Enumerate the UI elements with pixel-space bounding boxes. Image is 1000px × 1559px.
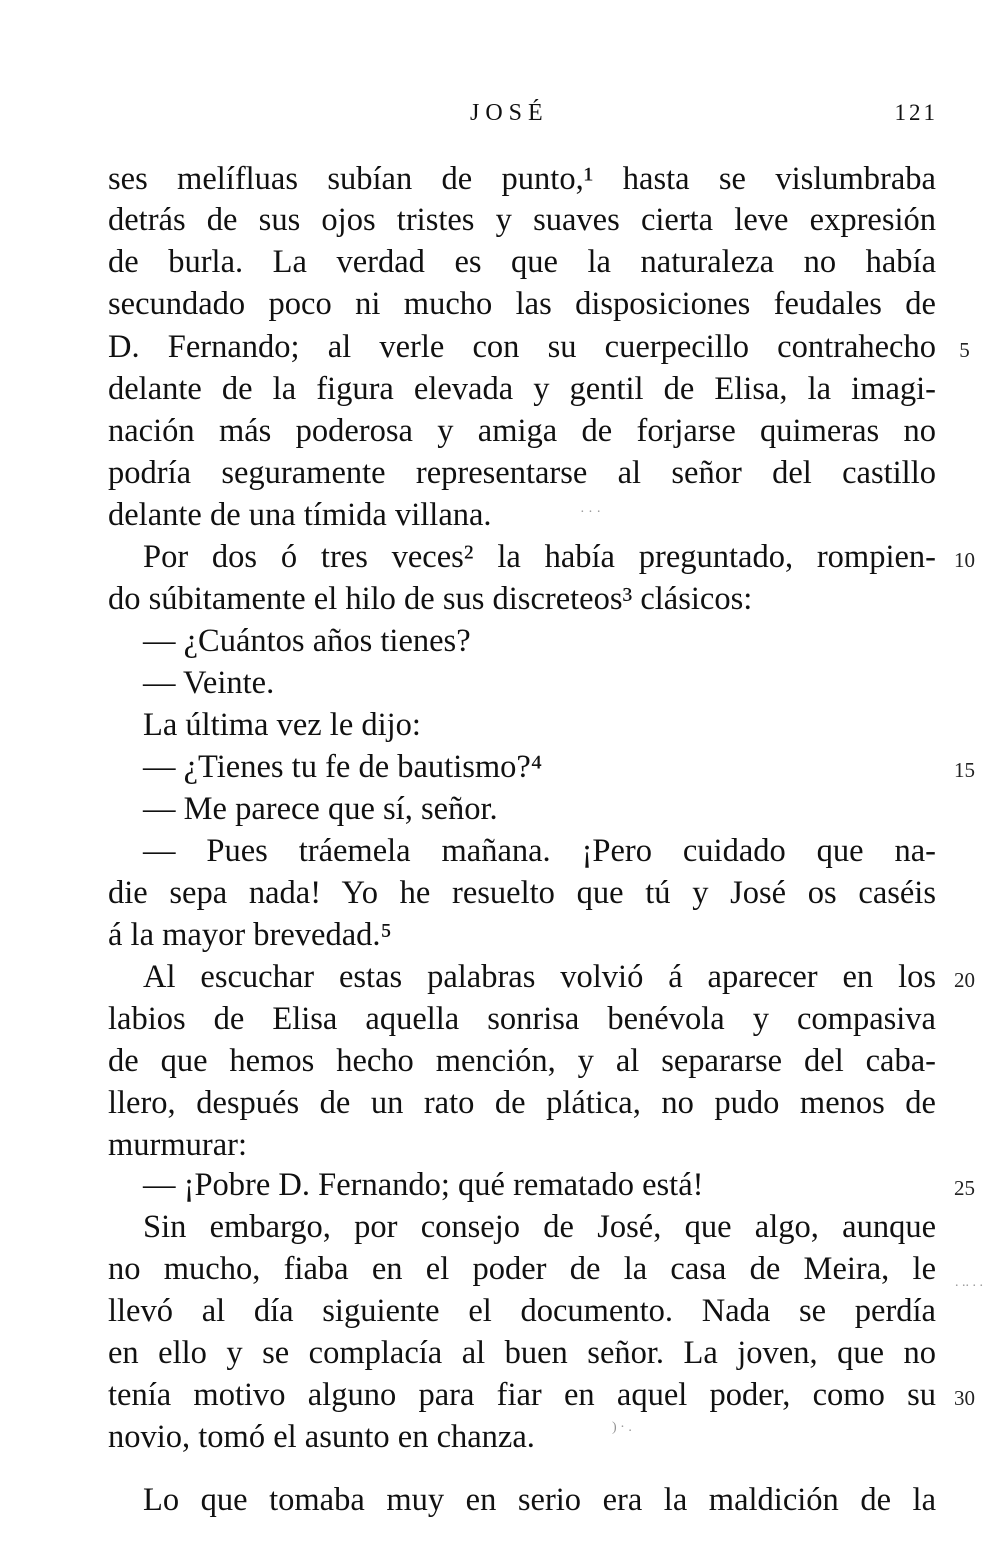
text-line: no mucho, fiaba en el poder de la casa de Meira, le: [108, 1251, 936, 1287]
text-line: Lo que tomaba muy en serio era la maldición de la: [143, 1482, 936, 1518]
text-line: — ¿Cuántos años tienes?: [143, 623, 471, 659]
text-line: — Me parece que sí, señor.: [143, 791, 498, 827]
text-line: á la mayor brevedad.⁵: [108, 917, 392, 953]
text-line: ses melífluas subían de punto,¹ hasta se vislumbraba: [108, 161, 936, 197]
text-line: Sin embargo, por consejo de José, que algo, aunque: [143, 1209, 936, 1245]
text-line: detrás de sus ojos tristes y suaves cierta leve expresión: [108, 202, 936, 238]
text-line: do súbitamente el hilo de sus discreteos³ clásicos:: [108, 581, 753, 617]
page-number: 121: [894, 100, 938, 125]
text-line: — Veinte.: [143, 665, 275, 701]
scan-speck: ) · .: [612, 1420, 632, 1435]
text-line: secundado poco ni mucho las disposiciones feudales de: [108, 286, 936, 322]
line-number: 30: [954, 1386, 975, 1410]
text-line: Al escuchar estas palabras volvió á aparecer en los: [143, 959, 936, 995]
text-line: labios de Elisa aquella sonrisa benévola y compasiva: [108, 1001, 936, 1037]
text-line: delante de una tímida villana.: [108, 497, 492, 533]
text-line: — Pues tráemela mañana. ¡Pero cuidado que na-: [143, 833, 936, 869]
text-line: La última vez le dijo:: [143, 707, 421, 743]
scan-speck: . .. . .: [955, 1275, 983, 1290]
running-header-title: JOSÉ: [470, 100, 549, 126]
text-line: de que hemos hecho mención, y al separarse del caba-: [108, 1043, 936, 1079]
line-number: 20: [954, 968, 975, 992]
line-number: 10: [954, 548, 975, 572]
text-line: llero, después de un rato de plática, no pudo menos de: [108, 1085, 936, 1121]
line-number: 15: [954, 758, 975, 782]
text-line: D. Fernando; al verle con su cuerpecillo contrahecho: [108, 329, 936, 365]
text-line: Por dos ó tres veces² la había preguntado, rompien-: [143, 539, 936, 575]
line-number: 25: [954, 1176, 975, 1200]
text-line: die sepa nada! Yo he resuelto que tú y José os caséis: [108, 875, 936, 911]
text-line: — ¿Tienes tu fe de bautismo?⁴: [143, 749, 543, 785]
text-line: tenía motivo alguno para fiar en aquel poder, como su: [108, 1377, 936, 1413]
text-line: podría seguramente representarse al señor del castillo: [108, 455, 936, 491]
text-line: delante de la figura elevada y gentil de Elisa, la imagi-: [108, 371, 936, 407]
text-line: novio, tomó el asunto en chanza.: [108, 1419, 535, 1455]
scan-speck: · · ·: [580, 505, 601, 520]
text-line: — ¡Pobre D. Fernando; qué rematado está!: [143, 1167, 704, 1203]
text-line: murmurar:: [108, 1127, 247, 1163]
line-number: 5: [959, 338, 970, 362]
text-line: llevó al día siguiente el documento. Nada se perdía: [108, 1293, 936, 1329]
text-line: en ello y se complacía al buen señor. La joven, que no: [108, 1335, 936, 1371]
text-line: de burla. La verdad es que la naturaleza no había: [108, 244, 936, 280]
text-line: nación más poderosa y amiga de forjarse quimeras no: [108, 413, 936, 449]
